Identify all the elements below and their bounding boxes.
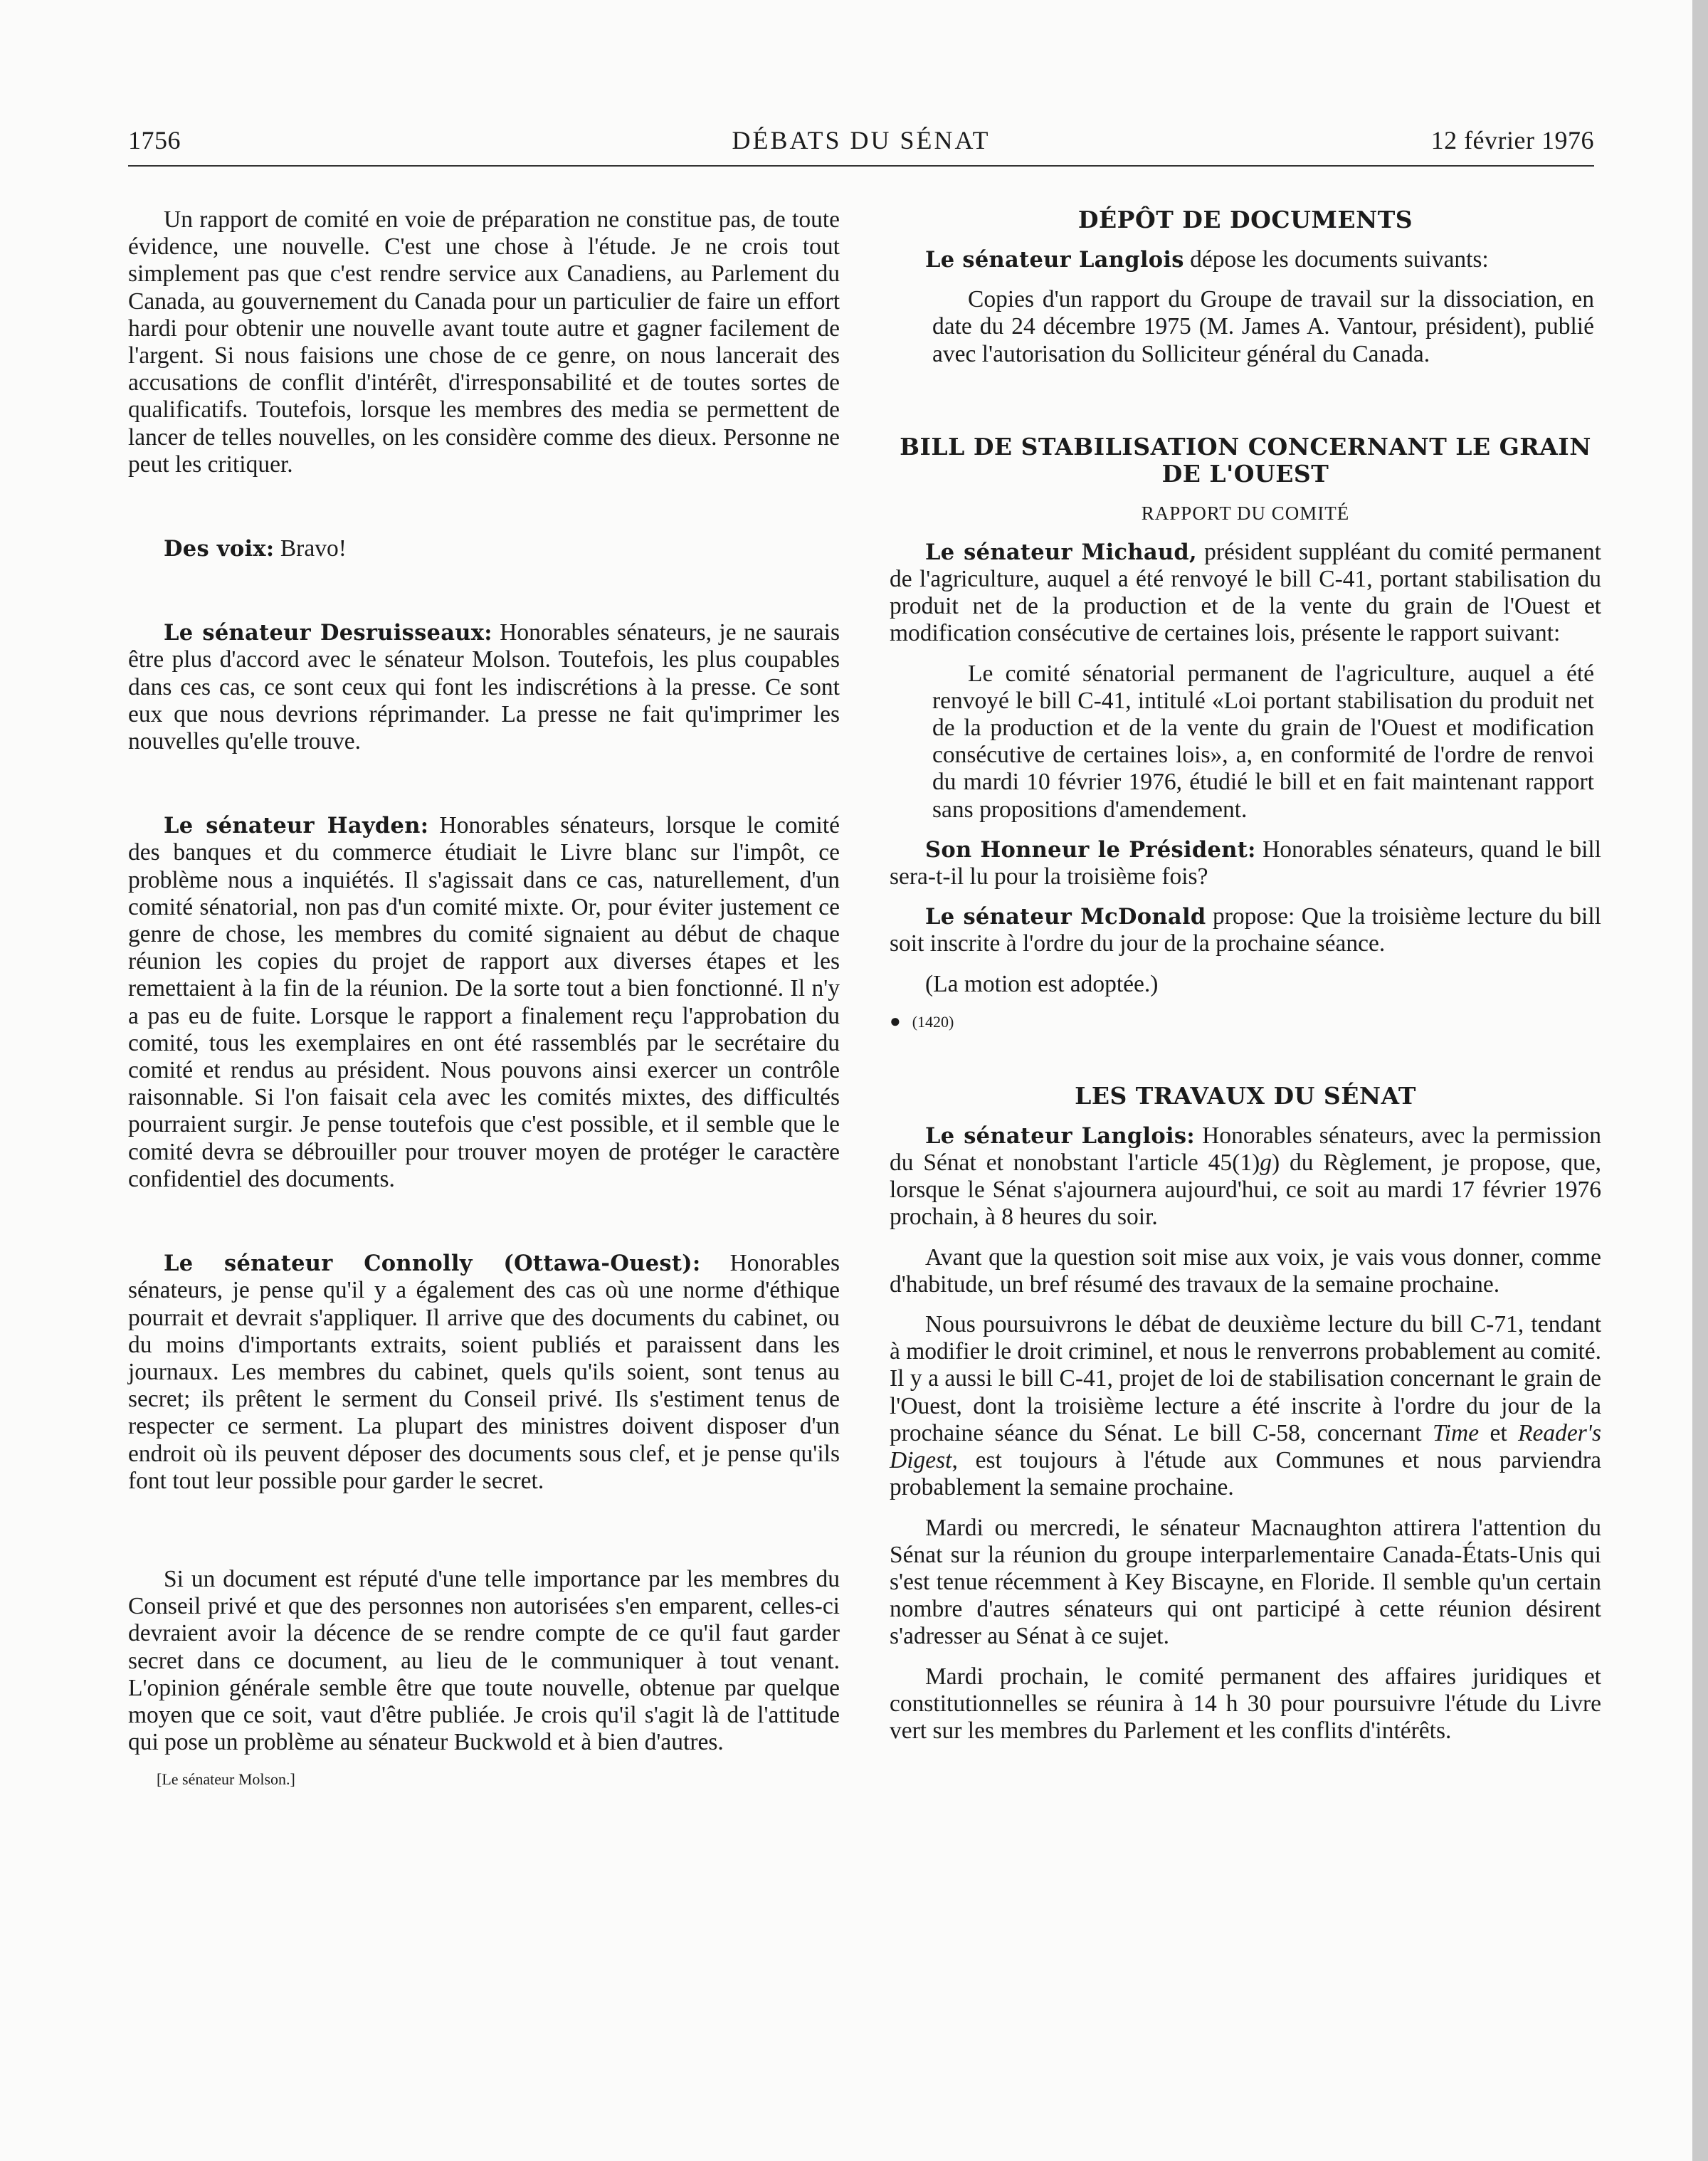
connolly-text: Honorables sénateurs, je pense qu'il y a également des cas où une norme d'éthique pourrait et devrait s'appliquer. Il arrive que des documents du cabinet, ou du moins d'importants extraits, soient publiés et paraissent dans les journaux. Les membres du cabinet, quels qu'ils soient, sont tenus au secret; ils prêtent le serment du Conseil privé. Ils s'estiment tenus de respecter ce serment. La plupart des ministres doivent disposer d'un endroit où ils peuvent déposer des documents sous clef, et je pense qu'ils font tout leur possible pour garder le secret. (128, 1250, 840, 1494)
paragraph-langlois-depot (890, 246, 1601, 273)
running-title: DÉBATS DU SÉNAT (732, 126, 991, 154)
quote-report (932, 661, 1594, 824)
voices-text: Bravo! (274, 535, 347, 562)
speaker-voices: Des voix: (164, 536, 275, 562)
time-marker-text: (1420) (912, 1012, 954, 1031)
speaker-michaud: Le sénateur Michaud, (925, 539, 1197, 565)
subheading-rapport: RAPPORT DU COMITÉ (1141, 502, 1350, 524)
nous-text-a: Nous poursuivrons le débat de deuxième lecture du bill C-71, tendant à modifier le droit criminel, et nous le renverrons probablement au comité. Il y a aussi le bill C-41, projet de loi de stabilisation concernant le grain de l'Ouest, dont la troisième lecture a été inscrite à l'ordre du jour de la prochaine séance du Sénat. Le bill C-58, concernant (890, 1311, 1602, 1446)
scan-edge (1692, 0, 1708, 2161)
page-number: 1756 (128, 126, 181, 154)
langlois-adjourn-text-b: ) du Règlement, je propose, que, lorsque le Sénat s'ajournera aujourd'hui, ce soit au mardi 17 février 1976 prochain, à 8 heures du soir. (890, 1150, 1602, 1231)
nous-text-b: , est toujours à l'étude aux Communes et nous parviendra probablement la semaine prochaine. (890, 1447, 1601, 1501)
paragraph-hayden (128, 812, 840, 1193)
page-date: 12 février 1976 (1430, 126, 1594, 154)
nous-readers-digest: Reader's Digest (890, 1419, 1601, 1474)
nous-time: Time (1432, 1419, 1480, 1446)
langlois-adjourn-text-g: g (1260, 1150, 1272, 1177)
paragraph-michaud (890, 539, 1601, 648)
right-column (890, 206, 1601, 1745)
heading-depot-documents: DÉPÔT DE DOCUMENTS (1077, 206, 1413, 233)
motion-adopted: (La motion est adoptée.) (925, 970, 1159, 997)
president-text: Honorables sénateurs, quand le bill sera-t-il lu pour la troisième fois? (890, 836, 1601, 890)
nous-et: et (1479, 1419, 1519, 1446)
mcdonald-text: propose: Que la troisième lecture du bill soit inscrite à l'ordre du jour de la prochaine séance. (890, 903, 1601, 957)
speaker-hayden: Le sénateur Hayden: (164, 813, 429, 839)
quote-depot (932, 286, 1594, 368)
heading-bill-line1: BILL DE STABILISATION CONCERNANT LE GRAIN (900, 432, 1591, 461)
michaud-text: président suppléant du comité permanent de l'agriculture, auquel a été renvoyé le bill C-41, portant stabilisation du produit net de la production et de la vente du grain de l'Ouest et modification consécutive de certaines lois, présente le rapport suivant: (890, 538, 1601, 647)
paragraph-mardi-prochain: Mardi prochain, le comité permanent des affaires juridiques et constitutionnelles se réunira à 14 h 30 pour poursuivre l'étude du Livre vert sur les membres du Parlement et les conflits d'intérêts. (890, 1663, 1601, 1744)
depot-quote-text: Copies d'un rapport du Groupe de travail sur la dissociation, en date du 24 décembre 1975 (M. James A. Vantour, président), publié avec l'autorisation du Solliciteur général du Canada. (932, 286, 1594, 367)
speaker-connolly: Le sénateur Connolly (Ottawa-Ouest): (164, 1251, 701, 1277)
page-header (128, 122, 1594, 167)
left-column (128, 206, 840, 1790)
bullet-dot-icon: ● (890, 1010, 901, 1031)
speaker-langlois: Le sénateur Langlois (925, 247, 1184, 273)
heading-travaux: LES TRAVAUX DU SÉNAT (1075, 1081, 1416, 1110)
speaker-president: Son Honneur le Président: (925, 836, 1256, 863)
paragraph-mardi-mercredi: Mardi ou mercredi, le sénateur Macnaughton attirera l'attention du Sénat sur la réunion du groupe interparlementaire Canada-États-Unis qui s'est tenue récemment à Key Biscayne, en Floride. Il semble qu'un certain nombre d'autres sénateurs qui ont participé à cette réunion désirent s'adresser au Sénat à ce sujet. (890, 1514, 1601, 1650)
hayden-text: Honorables sénateurs, lorsque le comité des banques et du commerce étudiait le Livre blanc sur l'impôt, ce problème nous a inquiétés. Il s'agissait dans ce cas, naturellement, d'un comité sénatorial, non pas d'un comité mixte. Or, pour éviter justement ce genre de chose, les membres du comité signaient au début de chaque réunion les copies du projet de rapport aux diverses étapes et les remettaient à la fin de la réunion. De la sorte tout a bien fonctionné. Il n'y a pas eu de fuite. Lorsque le rapport a finalement reçu l'approbation du comité, tous les exemplaires en ont été rassemblés par le secrétaire du comité et rendus au président. Nous pouvons ainsi exercer un contrôle raisonnable. Si l'on faisait cela avec les comités mixtes, des difficultés pourraient surgir. Je pense toutefois que c'est possible, et il semble que le comité devra se débrouiller pour trouver moyen de protéger le caractère confidentiel des documents. (128, 812, 840, 1192)
paragraph-privy-council: Si un document est réputé d'une telle importance par les membres du Conseil privé et que des personnes non autorisées s'en emparent, celles-ci devraient avoir la décence de se rendre compte de ce qu'il faut garder secret dans ce document, au lieu de le communiquer à tout venant. L'opinion générale semble être que toute nouvelle, obtenue par quelque moyen que ce soit, vaut d'être publiée. Je crois qu'il s'agit là de l'attitude qui pose un problème au sénateur Buckwold et à bien d'autres. (128, 1565, 840, 1756)
heading-bill-line2: DE L'OUEST (1161, 459, 1329, 488)
paragraph-nous-poursuivrons (890, 1311, 1601, 1501)
speaker-desruisseaux: Le sénateur Desruisseaux: (164, 620, 492, 646)
speaker-mcdonald: Le sénateur McDonald (925, 904, 1206, 930)
paragraph-desruisseaux (128, 619, 840, 755)
paragraph-avant: Avant que la question soit mise aux voix, je vais vous donner, comme d'habitude, un bref résumé des travaux de la semaine prochaine. (890, 1244, 1601, 1298)
paragraph-president (890, 836, 1601, 890)
paragraph-connolly (128, 1250, 840, 1495)
paragraph-mcdonald (890, 903, 1601, 957)
speaker-langlois-2: Le sénateur Langlois: (925, 1122, 1195, 1149)
langlois-depot-text: dépose les documents suivants: (1184, 246, 1489, 273)
paragraph-langlois-adjourn (890, 1122, 1601, 1231)
report-quote-text: Le comité sénatorial permanent de l'agriculture, auquel a été renvoyé le bill C-41, intitulé «Loi portant stabilisation du produit net de la production et de la vente du grain de l'Ouest et modification consécutive de certaines lois», a, en conformité de l'ordre de renvoi du mardi 10 février 1976, étudié le bill et en fait maintenant rapport sans propositions d'amendement. (932, 660, 1594, 823)
langlois-adjourn-text-a: Honorables sénateurs, avec la permission du Sénat et nonobstant l'article 45(1) (890, 1122, 1601, 1177)
paragraph-media: Un rapport de comité en voie de préparation ne constitue pas, de toute évidence, une nouvelle. C'est une chose à l'étude. Je ne crois tout simplement pas que c'est rendre service aux Canadiens, au Parlement du Canada, au gouvernement du Canada pour un particulier de faire un effort hardi pour obtenir une nouvelle avant toute autre et gagner facilement de l'argent. Si nous faisions une chose de ce genre, on nous lancerait des accusations de conflit d'intérêt, d'irresponsabilité et de toutes sortes de qualificatifs. Toutefois, lorsque les membres des media se permettent de lancer de telles nouvelles, on les considère comme des dieux. Personne ne peut les critiquer. (128, 206, 840, 478)
section-bill-heading (890, 433, 1601, 526)
paragraph-voices (128, 535, 840, 562)
time-marker (890, 1011, 1601, 1033)
speaker-signature: [Le sénateur Molson.] (157, 1770, 295, 1789)
desruisseaux-text: Honorables sénateurs, je ne saurais être plus d'accord avec le sénateur Molson. Toutefois, les plus coupables dans ces cas, ce sont ceux qui font les indiscrétions à la presse. Ce sont eux que nous devrions réprimander. La presse ne fait qu'imprimer les nouvelles qu'elle trouve. (128, 619, 840, 755)
